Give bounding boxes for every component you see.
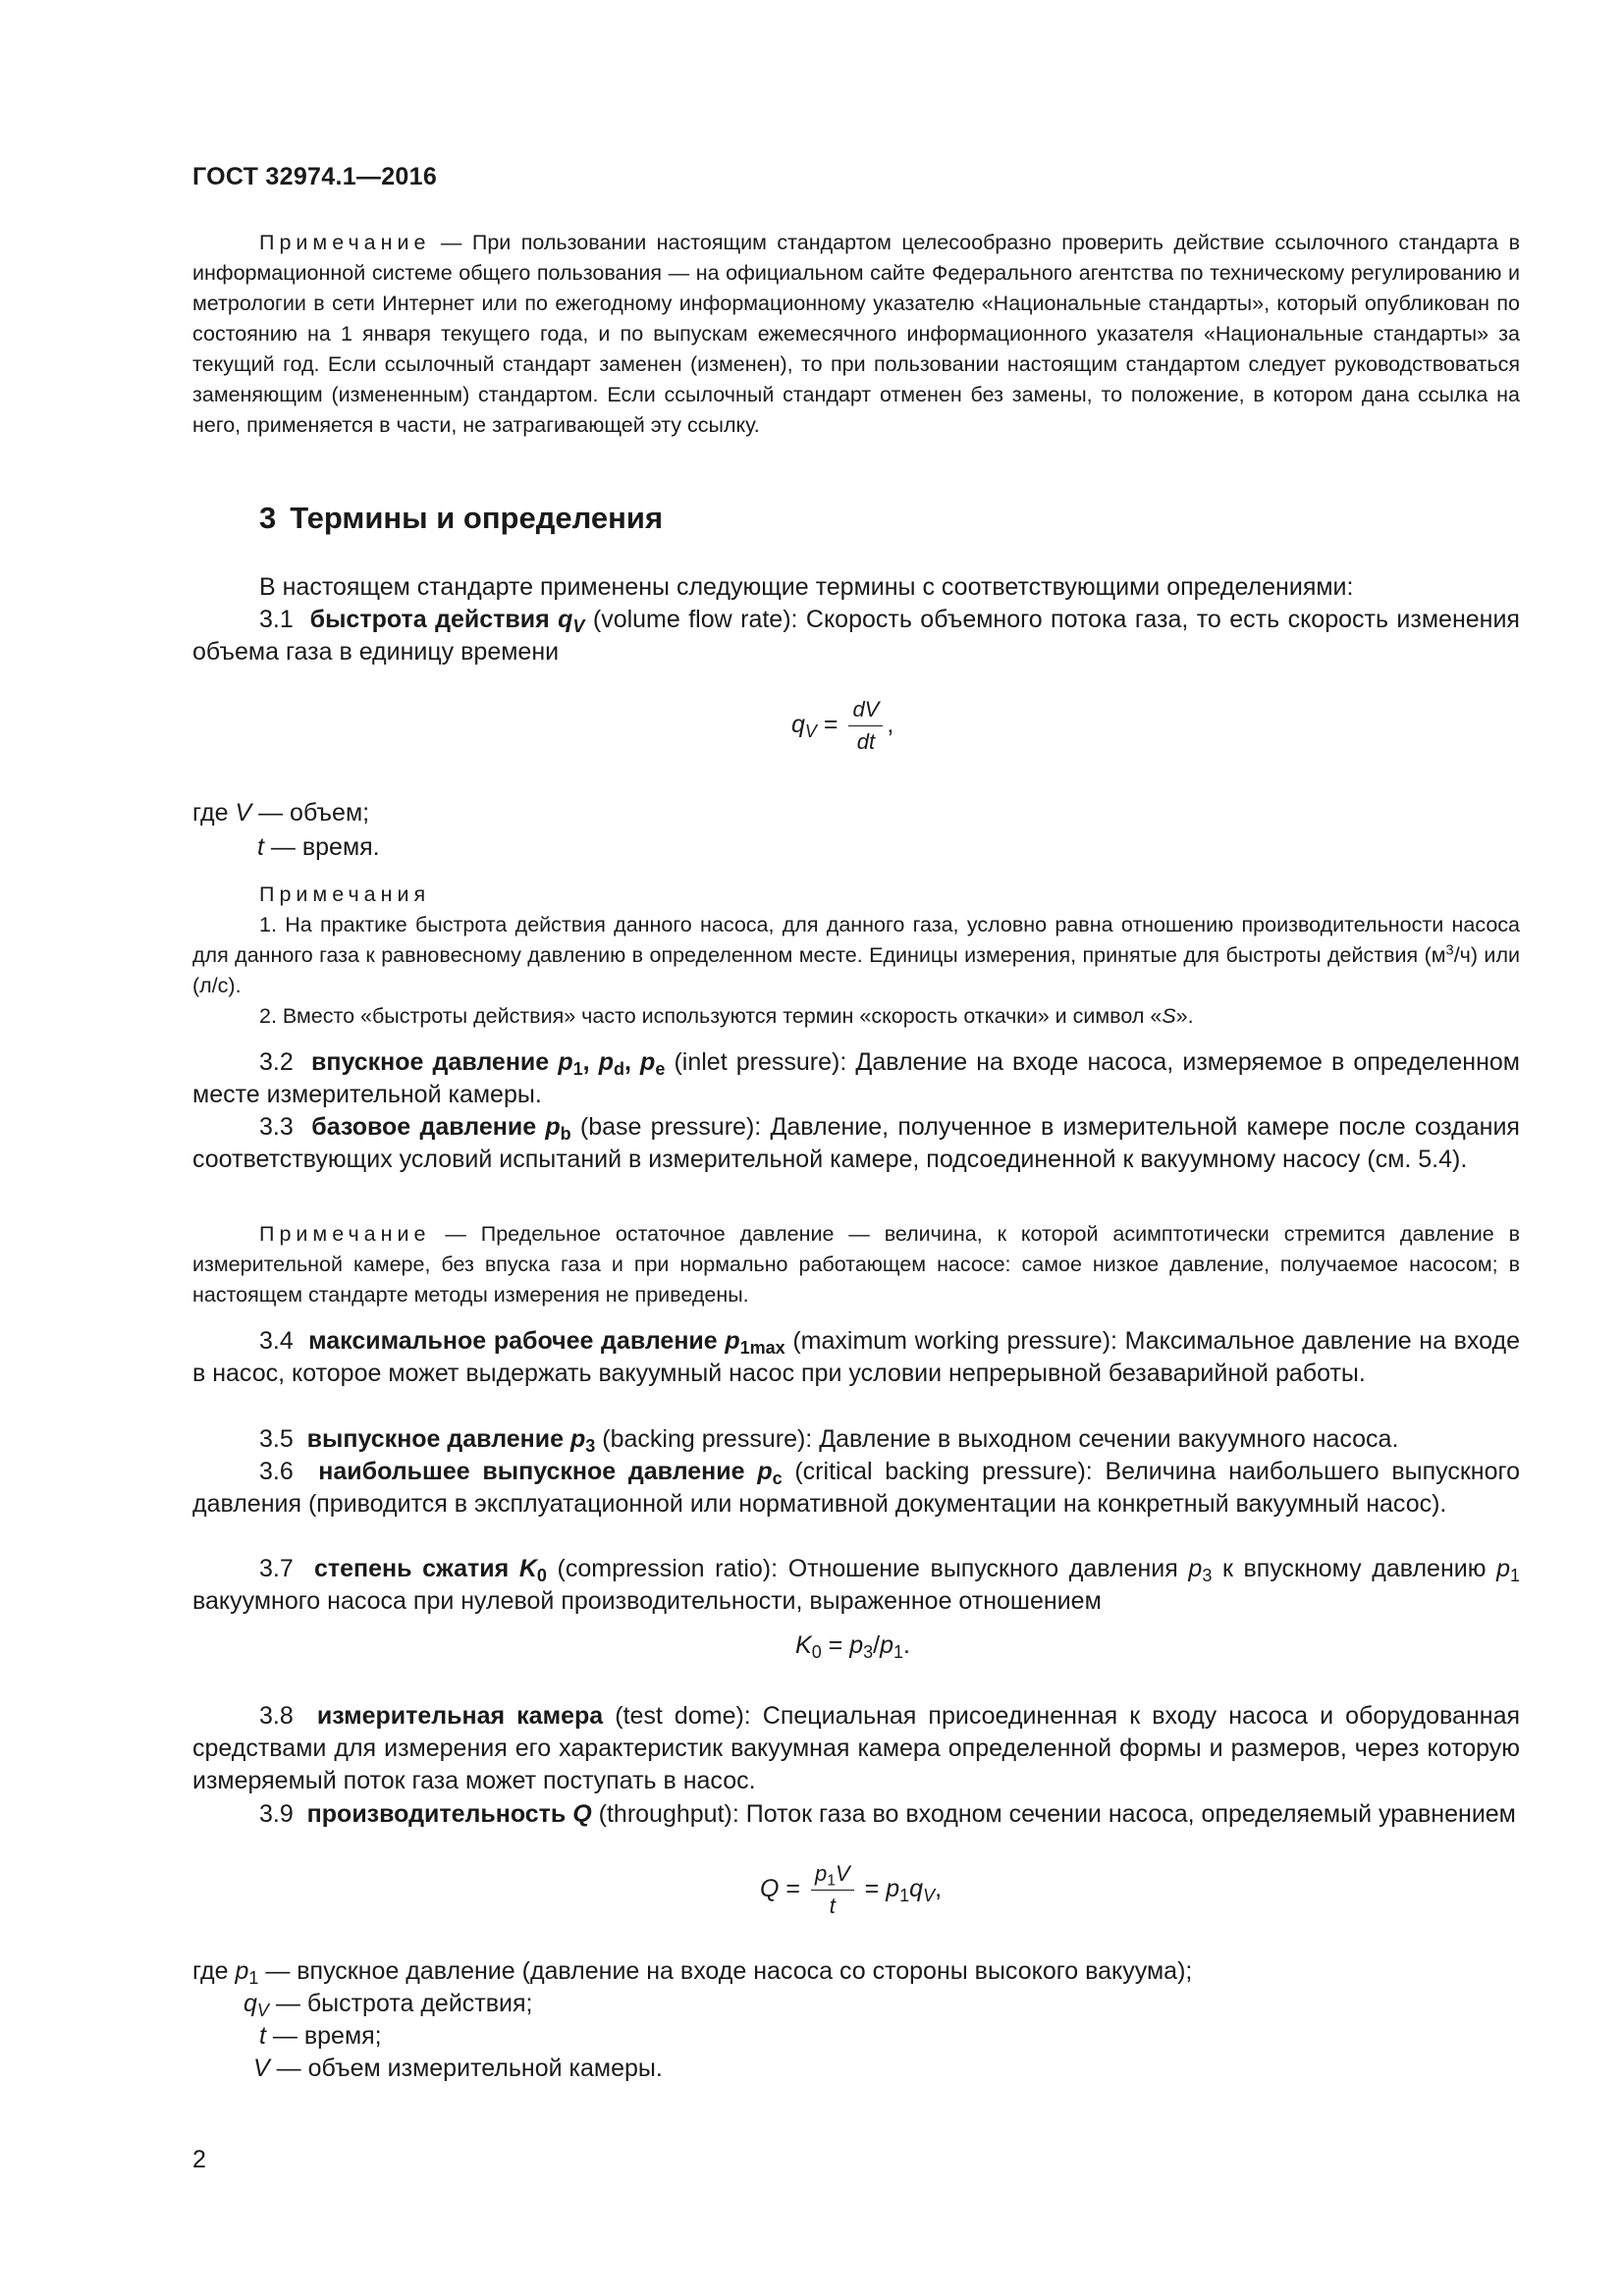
note-2-text: 2. Вместо «быстроты действия» часто используются термин «скорость откачки» и символ « xyxy=(259,1004,1163,1028)
term-3-1 xyxy=(192,604,1520,668)
term-symbol-sub: b xyxy=(560,1124,571,1145)
formula-k-sub: 0 xyxy=(811,1642,822,1663)
term-symbol: p xyxy=(725,1327,740,1355)
note-2 xyxy=(192,1001,1520,1032)
term-symbol: q xyxy=(558,606,573,633)
where-symbol: q xyxy=(243,1990,257,2017)
formula-lhs-sub: V xyxy=(804,721,817,742)
where-text: — объем; xyxy=(258,799,370,827)
term-3-9 xyxy=(192,1798,1520,1831)
term-symbol-sub: c xyxy=(772,1468,783,1489)
fraction-denominator: dt xyxy=(856,729,876,754)
term-number: 3.3 xyxy=(259,1113,294,1141)
formula-p-sub: 1 xyxy=(899,1886,910,1906)
term-symbol-sub: 1max xyxy=(739,1338,785,1359)
term-3-2: 3.2 впускное давление $p_1$, $p_d$, $p_e$ (inlet pressure): Давление на входе насоса, измеряемое в определенном месте измерительной камеры. xyxy=(192,1048,1520,1108)
term-name: производительность xyxy=(306,1800,567,1828)
where-symbol: p xyxy=(235,1957,249,1985)
where-line-t xyxy=(259,2022,382,2051)
note-2-symbol: S xyxy=(1162,1004,1176,1028)
term-3-7 xyxy=(192,1553,1520,1618)
term-definition: (critical backing pressure): Величина наибольшего выпускного давления (приводится в эксплуатационной или нормативной документации на конкретный вакуумный насос). xyxy=(192,1458,1520,1518)
numerator-p-sub: 1 xyxy=(827,1872,837,1890)
where-text: — объем измерительной камеры. xyxy=(276,2055,663,2082)
term-name: измерительная камера xyxy=(316,1702,604,1730)
where-symbol-sub: V xyxy=(256,2001,269,2021)
term-definition-c: вакуумного насоса при нулевой производительности, выраженное отношением xyxy=(192,1587,1102,1615)
formula-q2-sub: V xyxy=(923,1886,936,1906)
term-definition: (throughput): Поток газа во входном сечении насоса, определяемый уравнением xyxy=(598,1800,1516,1828)
fraction-numerator: dV xyxy=(848,697,883,726)
formula-eq: = xyxy=(828,1631,843,1659)
term-definition-a: (compression ratio): Отношение выпускного давления xyxy=(557,1555,1178,1582)
term-symbol: p xyxy=(598,1048,614,1076)
where-text: — время; xyxy=(272,2022,382,2050)
note-text: — Предельное остаточное давление — величина, к которой асимптотически стремится давление в измерительной камере, без впуска газа и при нормально работающем насосе: самое низкое давление, получаемое насосом; в настоящем стандарте методы измерения не приведены. xyxy=(192,1222,1520,1307)
where-symbol: t xyxy=(259,2022,266,2050)
where-line-v xyxy=(253,2055,663,2083)
note-paragraph-top xyxy=(192,228,1520,441)
inline-symbol-sub: 1 xyxy=(1510,1566,1521,1586)
term-3-4 xyxy=(192,1325,1520,1390)
term-definition: (maximum working pressure): Максимальное давление на входе в насос, которое может выдержать вакуумный насос при условии непрерывной безаварийной работы. xyxy=(192,1327,1520,1387)
term-name: наибольшее выпускное давление xyxy=(318,1458,745,1485)
where-symbol: V xyxy=(253,2055,270,2082)
where-text: — впускное давление (давление на входе насоса со стороны высокого вакуума); xyxy=(265,1957,1193,1985)
term-definition: (backing pressure): Давление в выходном сечении вакуумного насоса. xyxy=(602,1425,1399,1453)
note-1 xyxy=(192,910,1520,1001)
formula-eq2: = xyxy=(864,1875,880,1903)
term-3-6 xyxy=(192,1456,1520,1521)
term-symbol-sub: 0 xyxy=(536,1566,547,1586)
where-line-p1 xyxy=(192,1957,1193,1989)
inline-symbol-sub: 3 xyxy=(1202,1566,1213,1586)
numerator-v: V xyxy=(836,1861,850,1886)
term-name: быстрота действия xyxy=(309,606,550,633)
where-line-qv xyxy=(243,1990,533,2021)
term-symbol-sub: 3 xyxy=(585,1436,596,1457)
note-1-sup: 3 xyxy=(1445,942,1454,959)
notes-label-text: Примечания xyxy=(259,882,431,906)
term-name: базовое давление xyxy=(311,1113,537,1141)
term-definition-b: к впускному давлению xyxy=(1221,1555,1487,1582)
term-name: степень сжатия xyxy=(314,1555,510,1582)
term-name: выпускное давление xyxy=(306,1425,565,1453)
formula-q xyxy=(760,1861,942,1919)
formula-k0 xyxy=(795,1631,910,1663)
formula-end: , xyxy=(887,711,894,739)
formula-p1: p xyxy=(880,1631,893,1659)
term-number: 3.1 xyxy=(259,606,294,633)
formula-slash: / xyxy=(873,1631,881,1659)
formula-k: K xyxy=(795,1631,812,1659)
formula-end: . xyxy=(903,1631,910,1659)
where-text: — время. xyxy=(270,833,380,861)
term-symbol-sub: d xyxy=(613,1059,624,1080)
term-number: 3.9 xyxy=(259,1800,294,1828)
where-line-1 xyxy=(192,799,369,828)
term-number: 3.6 xyxy=(259,1458,294,1485)
where-prefix: где xyxy=(192,1957,229,1985)
page-number: 2 xyxy=(192,2146,206,2173)
where-prefix: где xyxy=(192,799,229,827)
note-label: Примечание xyxy=(259,1222,431,1246)
document-header: ГОСТ 32974.1—2016 xyxy=(192,163,438,190)
note-text: — При пользовании настоящим стандартом целесообразно проверить действие ссылочного стандарта в информационной системе общего пользования — на официальном сайте Федерального агентства по техническому регулированию и метрологии в сети Интернет или по ежегодному информационному указателю «Национальные стандарты», который опубликован по состоянию на 1 января текущего года, и по выпускам ежемесячного информационного указателя «Национальные стандарты» за текущий год. Если ссылочный стандарт заменен (изменен), то при пользовании настоящим стандартом следует руководствоваться заменяющим (измененным) стандартом. Если ссылочный стандарт отменен без замены, то положение, в котором дана ссылка на него, применяется в части, не затрагивающей эту ссылку. xyxy=(192,231,1520,437)
term-name: впускное давление xyxy=(311,1048,550,1076)
note-1-text-end: /ч) или (л/с). xyxy=(192,943,1520,997)
term-symbol-sub: e xyxy=(655,1059,666,1080)
formula-eq: = xyxy=(823,711,839,739)
term-3-5 xyxy=(192,1423,1520,1456)
term-number: 3.2 xyxy=(259,1048,294,1076)
term-symbol: Q xyxy=(572,1800,592,1828)
term-symbol: K xyxy=(518,1555,537,1582)
formula-p3-sub: 3 xyxy=(863,1642,874,1663)
where-symbol-sub: 1 xyxy=(248,1968,259,1989)
where-symbol: t xyxy=(257,833,264,861)
term-symbol: p xyxy=(757,1458,773,1485)
section-number: 3 xyxy=(259,501,277,535)
term-definition: (volume flow rate): Скорость объемного потока газа, то есть скорость изменения объема газа в единицу времени xyxy=(192,606,1520,666)
formula-qv xyxy=(791,697,893,755)
term-symbol: p xyxy=(545,1113,561,1141)
term-definition: (base pressure): Давление, полученное в измерительной камере после создания соответствующих условий испытаний в измерительной камере, подсоединенной к вакуумному насосу (см. 5.4). xyxy=(192,1113,1520,1173)
formula-fraction xyxy=(848,697,883,755)
term-symbol: p xyxy=(570,1425,586,1453)
note-3-3 xyxy=(192,1219,1520,1310)
note-1-text: 1. На практике быстрота действия данного насоса, для данного газа, условно равна отношению производительности насоса для данного газа к равновесному давлению в определенном месте. Единицы измерения, принятые для быстроты действия (м xyxy=(192,913,1520,967)
term-name: максимальное рабочее давление xyxy=(308,1327,718,1355)
formula-q-symbol: Q xyxy=(760,1875,780,1903)
term-symbol-sub: 1 xyxy=(572,1059,583,1080)
term-symbol: p xyxy=(558,1048,573,1076)
inline-symbol: p xyxy=(1188,1555,1203,1582)
term-definition: (inlet pressure): Давление на входе насоса, измеряемое в определенном месте измерительной камеры. xyxy=(192,1048,1520,1108)
term-symbol-sub: V xyxy=(572,616,585,637)
formula-eq: = xyxy=(785,1875,801,1903)
formula-lhs: q xyxy=(791,711,805,739)
term-symbol: p xyxy=(640,1048,656,1076)
where-symbol: V xyxy=(235,799,252,827)
formula-fraction xyxy=(811,1861,854,1919)
formula-end: , xyxy=(935,1875,943,1903)
formula-p3: p xyxy=(849,1631,864,1659)
note-label: Примечание xyxy=(259,231,431,254)
term-3-3 xyxy=(192,1111,1520,1176)
intro-paragraph: В настоящем стандарте применены следующие термины с соответствующими определениями: xyxy=(259,573,1354,601)
notes-label xyxy=(192,880,1520,910)
fraction-numerator xyxy=(811,1861,854,1891)
term-number: 3.8 xyxy=(259,1702,294,1730)
section-title: Термины и определения xyxy=(290,501,664,535)
term-number: 3.7 xyxy=(259,1555,294,1582)
term-3-8 xyxy=(192,1700,1520,1797)
numerator-p: p xyxy=(814,1861,828,1886)
term-definition: (test dome): Специальная присоединенная к входу насоса и оборудованная средствами для измерения его характеристик вакуумная камера определенной формы и размеров, через которую измеряемый поток газа может поступать в насос. xyxy=(192,1702,1521,1794)
fraction-denominator: t xyxy=(829,1894,836,1918)
formula-q2: q xyxy=(909,1875,924,1903)
formula-p1-sub: 1 xyxy=(893,1642,904,1663)
where-line-2 xyxy=(257,833,380,862)
formula-p: p xyxy=(886,1875,900,1903)
where-text: — быстрота действия; xyxy=(275,1990,533,2017)
term-number: 3.5 xyxy=(259,1425,294,1453)
note-2-text-end: ». xyxy=(1175,1004,1194,1028)
inline-symbol: p xyxy=(1496,1555,1511,1582)
term-number: 3.4 xyxy=(259,1327,294,1355)
section-heading xyxy=(259,501,663,536)
